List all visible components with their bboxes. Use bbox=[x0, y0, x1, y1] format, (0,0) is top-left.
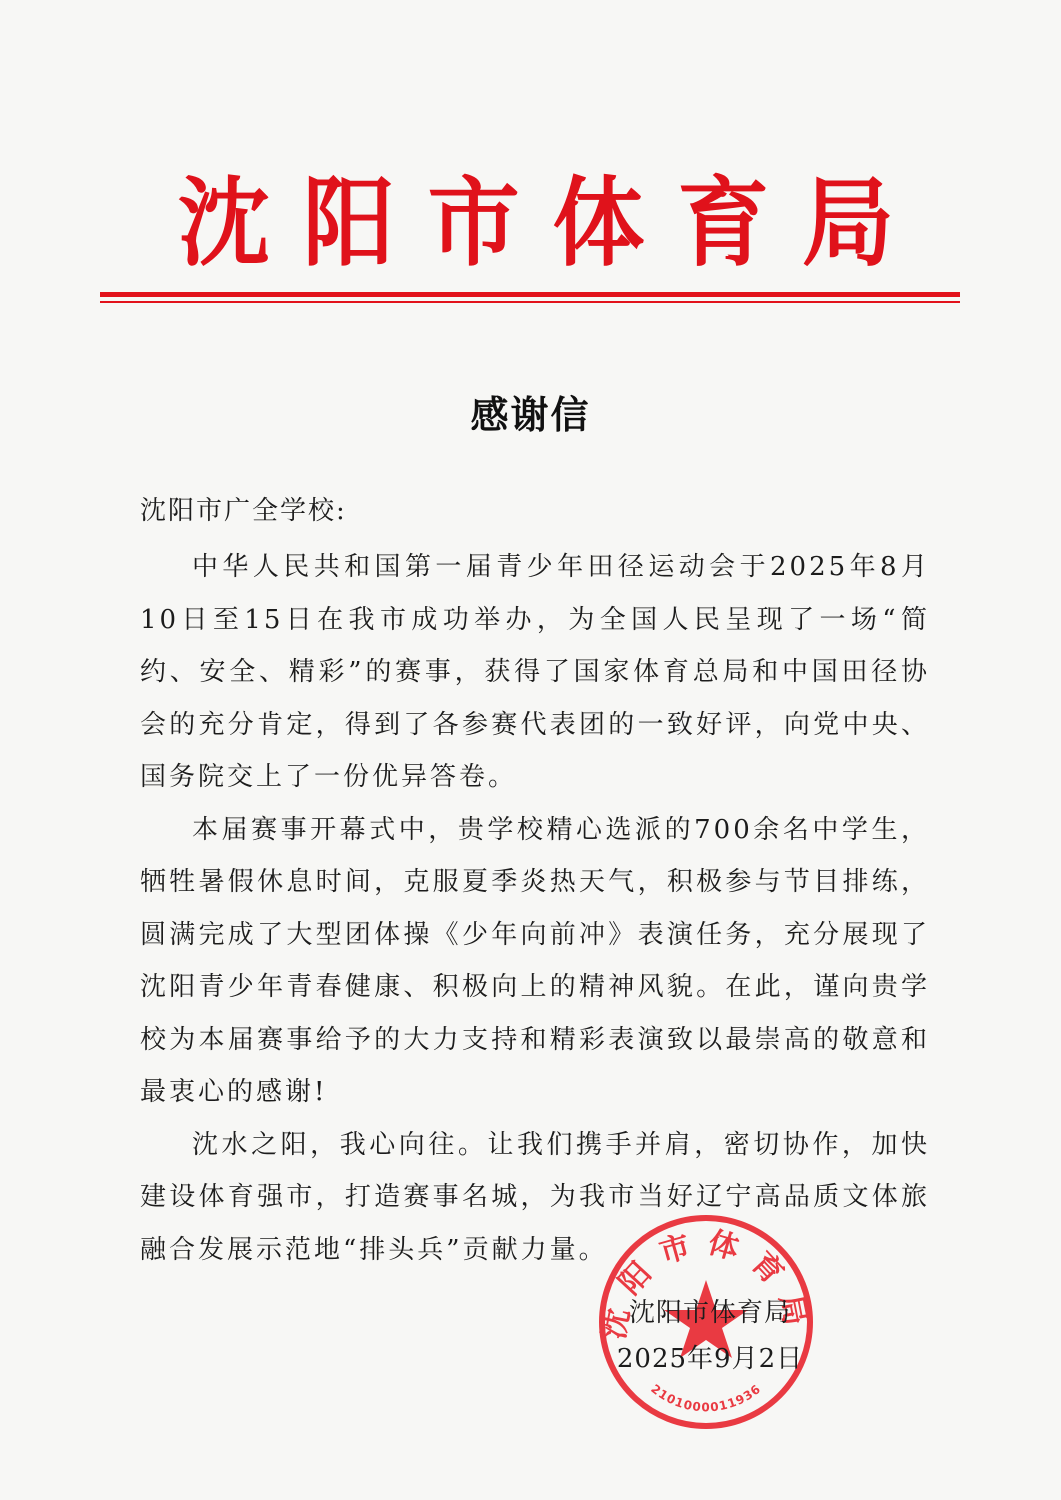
letterhead-char: 阳 bbox=[302, 167, 395, 280]
paragraph: 本届赛事开幕式中，贵学校精心选派的700余名中学生，牺牲暑假休息时间，克服夏季炎热天气，积极参与节目排练，圆满完成了大型团体操《少年向前冲》表演任务，充分展现了沈阳青少年青春健康、积极向上的精神风貌。在此，谨向贵学校为本届赛事给予的大力支持和精彩表演致以最崇高的敬意和最衷心的感谢! bbox=[140, 814, 930, 1107]
letterhead-rule-thick bbox=[100, 292, 960, 297]
letterhead-char: 沈 bbox=[178, 167, 271, 280]
letterhead-rule-thin bbox=[100, 301, 960, 303]
paragraph: 沈水之阳，我心向往。让我们携手并肩，密切协作，加快建设体育强市，打造赛事名城，为我市当好辽宁高品质文体旅融合发展示范地“排头兵”贡献力量。 bbox=[140, 1129, 930, 1265]
letterhead-title bbox=[100, 168, 960, 280]
seal-text: 沈阳市体育局 bbox=[596, 1225, 816, 1342]
letterhead-char: 育 bbox=[677, 167, 770, 280]
seal-number: 2101000011936 bbox=[648, 1381, 764, 1415]
paragraph: 中华人民共和国第一届青少年田径运动会于2025年8月10日至15日在我市成功举办，为全国人民呈现了一场“简约、安全、精彩”的赛事，获得了国家体育总局和中国田径协会的充分肯定，得到了各参赛代表团的一致好评，向党中央、国务院交上了一份优异答卷。 bbox=[140, 552, 930, 792]
signature-block bbox=[600, 1290, 820, 1382]
document-title: 感谢信 bbox=[470, 393, 591, 437]
letterhead-char: 市 bbox=[427, 167, 520, 280]
signature-date: 2025年9月2日 bbox=[616, 1344, 804, 1374]
letterhead-char: 局 bbox=[801, 167, 894, 280]
letter-body bbox=[140, 541, 930, 1276]
salutation: 沈阳市广全学校: bbox=[140, 496, 347, 526]
signature-org: 沈阳市体育局 bbox=[628, 1298, 791, 1328]
letterhead-char: 体 bbox=[552, 167, 645, 280]
